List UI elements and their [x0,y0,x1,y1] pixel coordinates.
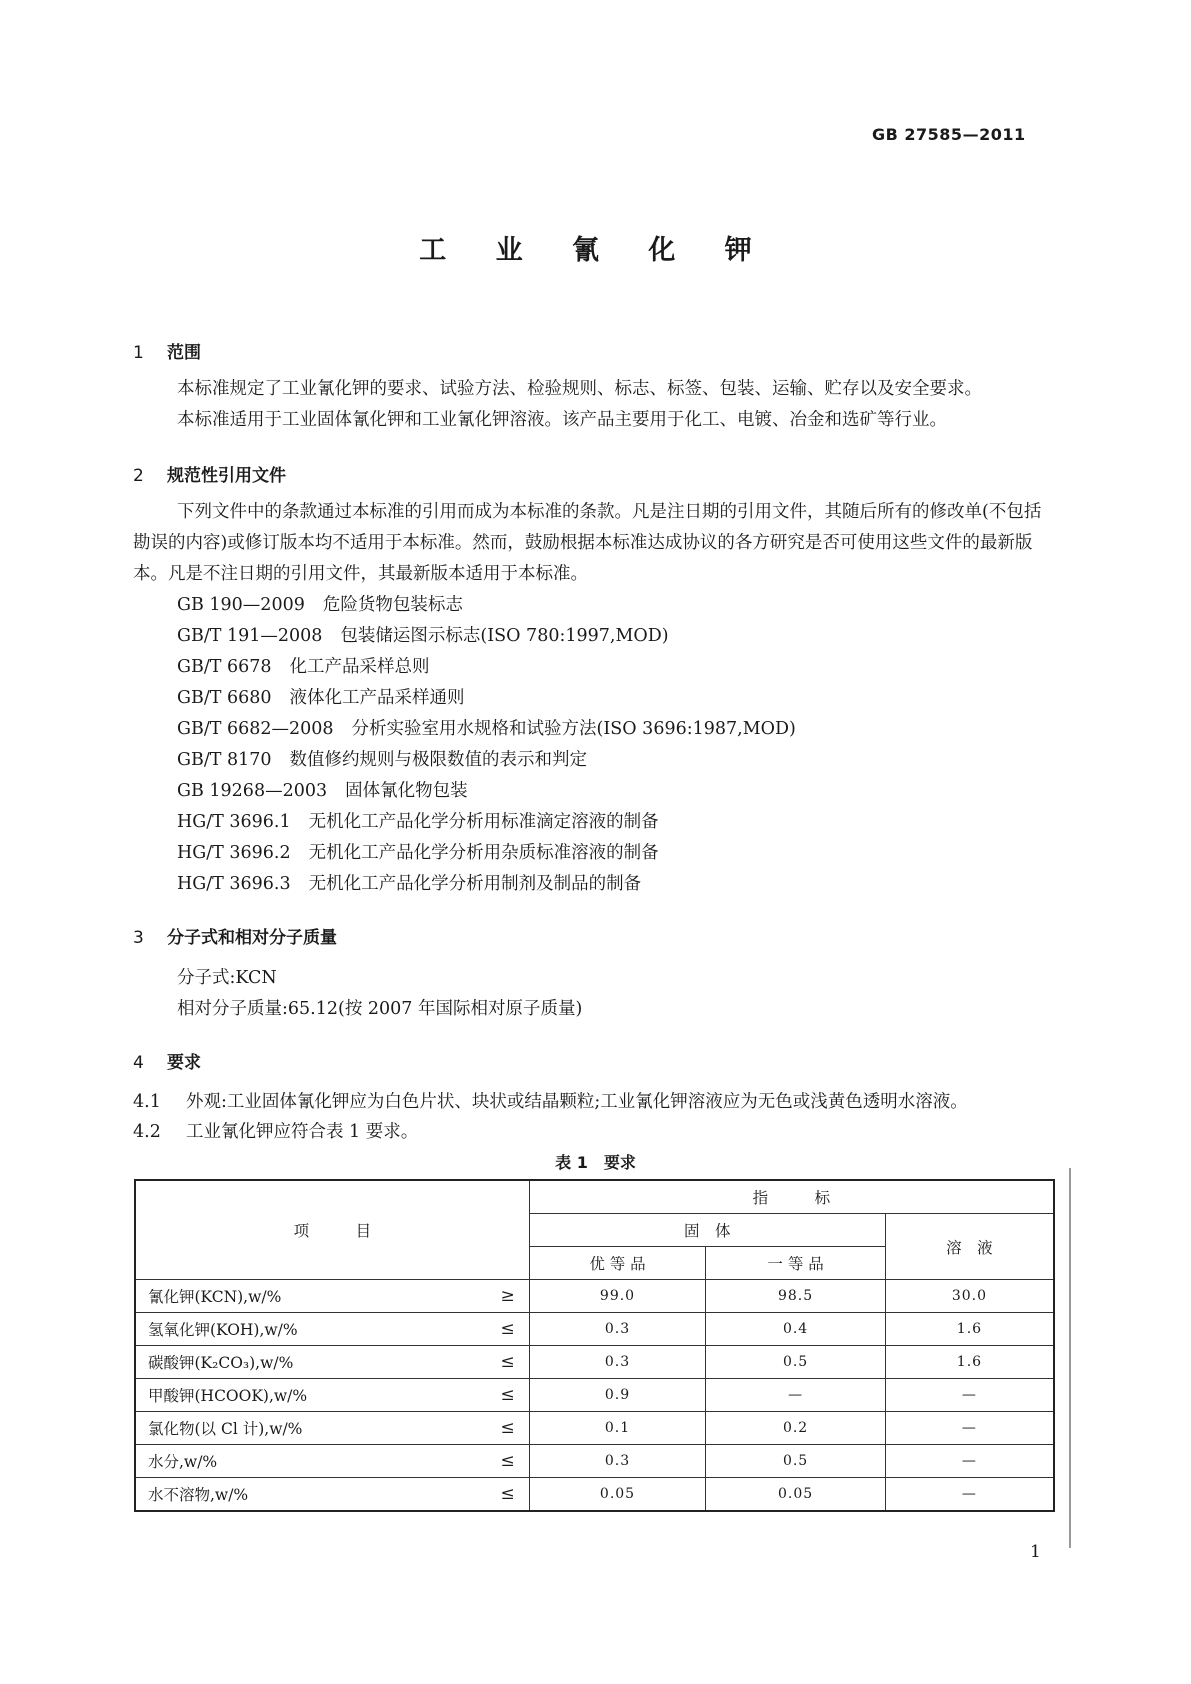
requirements-table [134,1179,1055,1512]
molecular-mass: 相对分子质量:65.12(按 2007 年国际相对原子质量) [177,999,583,1019]
value-solution: 30.0 [885,1280,1054,1313]
reference-title: 液体化工产品采样通则 [289,688,465,708]
value-solution: — [885,1412,1054,1445]
comparison-symbol: ≤ [500,1451,515,1471]
section-1-heading [133,338,201,363]
table-row [135,1346,1054,1379]
reference-item [177,869,641,900]
value-superior: 99.0 [529,1280,706,1313]
value-first-grade: 0.4 [706,1313,886,1346]
molecular-formula: 分子式:KCN [177,968,277,988]
value-solution: 1.6 [885,1313,1054,1346]
reference-code: HG/T 3696.1 [177,812,291,832]
comparison-symbol: ≤ [500,1484,515,1504]
reference-title: 分析实验室用水规格和试验方法(ISO 3696:1987,MOD) [351,719,796,739]
row-item [135,1445,529,1478]
value-superior: 0.9 [529,1379,706,1412]
section-number: 1 [133,343,144,363]
section-3-heading [133,923,337,948]
row-item [135,1280,529,1313]
reference-title: 无机化工产品化学分析用杂质标准溶液的制备 [308,843,659,863]
clause-text: 外观:工业固体氰化钾应为白色片状、块状或结晶颗粒;工业氰化钾溶液应为无色或浅黄色透明水溶液。 [186,1092,968,1112]
table-row [135,1313,1054,1346]
comparison-symbol: ≤ [500,1352,515,1372]
table-row [135,1445,1054,1478]
row-item [135,1379,529,1412]
section-number: 4 [133,1053,144,1073]
header-solution: 溶 液 [885,1214,1054,1280]
value-superior: 0.3 [529,1346,706,1379]
table-row [135,1280,1054,1313]
reference-title: 数值修约规则与极限数值的表示和判定 [289,750,588,770]
reference-item [177,590,463,621]
comparison-symbol: ≤ [500,1319,515,1339]
value-first-grade: 0.05 [706,1478,886,1512]
reference-item [177,714,796,745]
reference-item [177,745,587,776]
value-solution: 1.6 [885,1346,1054,1379]
section-4-heading [133,1048,201,1073]
clause-number: 4.2 [133,1122,161,1142]
section-title: 范围 [167,343,201,363]
header-item: 项 目 [135,1180,529,1280]
value-superior: 0.1 [529,1412,706,1445]
comparison-symbol: ≥ [500,1286,515,1306]
item-label: 甲酸钾(HCOOK),w/% [148,1387,308,1405]
value-first-grade: 0.5 [706,1346,886,1379]
value-superior: 0.3 [529,1313,706,1346]
reference-code: GB/T 6682—2008 [177,719,334,739]
page-number: 1 [1030,1542,1041,1562]
section-title: 要求 [167,1053,201,1073]
value-solution: — [885,1478,1054,1512]
comparison-symbol: ≤ [500,1418,515,1438]
value-first-grade: — [706,1379,886,1412]
scope-paragraph-2: 本标准适用于工业固体氰化钾和工业氰化钾溶液。该产品主要用于化工、电镀、冶金和选矿等行业。 [177,410,947,430]
header-solid: 固 体 [529,1214,885,1247]
margin-line [1069,1168,1071,1548]
reference-item [177,807,659,838]
reference-item [177,621,669,652]
standard-number: GB 27585—2011 [872,125,1026,144]
value-first-grade: 0.2 [706,1412,886,1445]
header-superior: 优 等 品 [529,1247,706,1280]
normative-references-paragraph: 下列文件中的条款通过本标准的引用而成为本标准的条款。凡是注日期的引用文件，其随后所有的修改单(不包括勘误的内容)或修订版本均不适用于本标准。然而，鼓励根据本标准达成协议的各方研究是否可使用这些文件的最新版本。凡是不注日期的引用文件，其最新版本适用于本标准。 [133,502,1042,584]
row-item [135,1478,529,1512]
header-index: 指 标 [529,1180,1054,1214]
scope-paragraph-1: 本标准规定了工业氰化钾的要求、试验方法、检验规则、标志、标签、包装、运输、贮存以及安全要求。 [177,379,982,399]
table-row [135,1412,1054,1445]
reference-title: 无机化工产品化学分析用标准滴定溶液的制备 [308,812,659,832]
reference-code: GB 19268—2003 [177,781,328,801]
reference-item [177,683,465,714]
reference-code: GB/T 8170 [177,750,272,770]
reference-title: 无机化工产品化学分析用制剂及制品的制备 [308,874,642,894]
reference-item [177,652,430,683]
table-row [135,1478,1054,1512]
clause-text: 工业氰化钾应符合表 1 要求。 [186,1122,419,1142]
header-first-grade: 一 等 品 [706,1247,886,1280]
value-superior: 0.05 [529,1478,706,1512]
section-title: 规范性引用文件 [167,466,286,486]
reference-title: 固体氰化物包装 [345,781,468,801]
section-title: 分子式和相对分子质量 [167,928,337,948]
item-label: 氯化物(以 Cl 计),w/% [148,1420,303,1438]
reference-code: HG/T 3696.2 [177,843,291,863]
table-caption: 表 1 要求 [555,1153,636,1172]
clause-4-2 [133,1117,418,1148]
reference-title: 包装储运图示标志(ISO 780:1997,MOD) [340,626,669,646]
reference-code: HG/T 3696.3 [177,874,291,894]
item-label: 氰化钾(KCN),w/% [148,1288,282,1306]
value-superior: 0.3 [529,1445,706,1478]
table-row [135,1379,1054,1412]
clause-4-1 [133,1087,968,1118]
clause-number: 4.1 [133,1092,161,1112]
reference-code: GB/T 191—2008 [177,626,323,646]
section-number: 3 [133,928,144,948]
reference-title: 危险货物包装标志 [322,595,463,615]
row-item [135,1346,529,1379]
value-first-grade: 0.5 [706,1445,886,1478]
row-item [135,1412,529,1445]
item-label: 氢氧化钾(KOH),w/% [148,1321,298,1339]
value-first-grade: 98.5 [706,1280,886,1313]
item-label: 碳酸钾(K₂CO₃),w/% [148,1354,294,1372]
section-2-heading [133,461,286,486]
item-label: 水分,w/% [148,1453,218,1471]
reference-code: GB 190—2009 [177,595,305,615]
reference-code: GB/T 6678 [177,657,272,677]
comparison-symbol: ≤ [500,1385,515,1405]
reference-title: 化工产品采样总则 [289,657,430,677]
reference-item [177,838,659,869]
item-label: 水不溶物,w/% [148,1486,249,1504]
value-solution: — [885,1379,1054,1412]
section-number: 2 [133,466,144,486]
reference-code: GB/T 6680 [177,688,272,708]
reference-item [177,776,468,807]
document-title: 工 业 氰 化 钾 [419,235,772,266]
row-item [135,1313,529,1346]
value-solution: — [885,1445,1054,1478]
